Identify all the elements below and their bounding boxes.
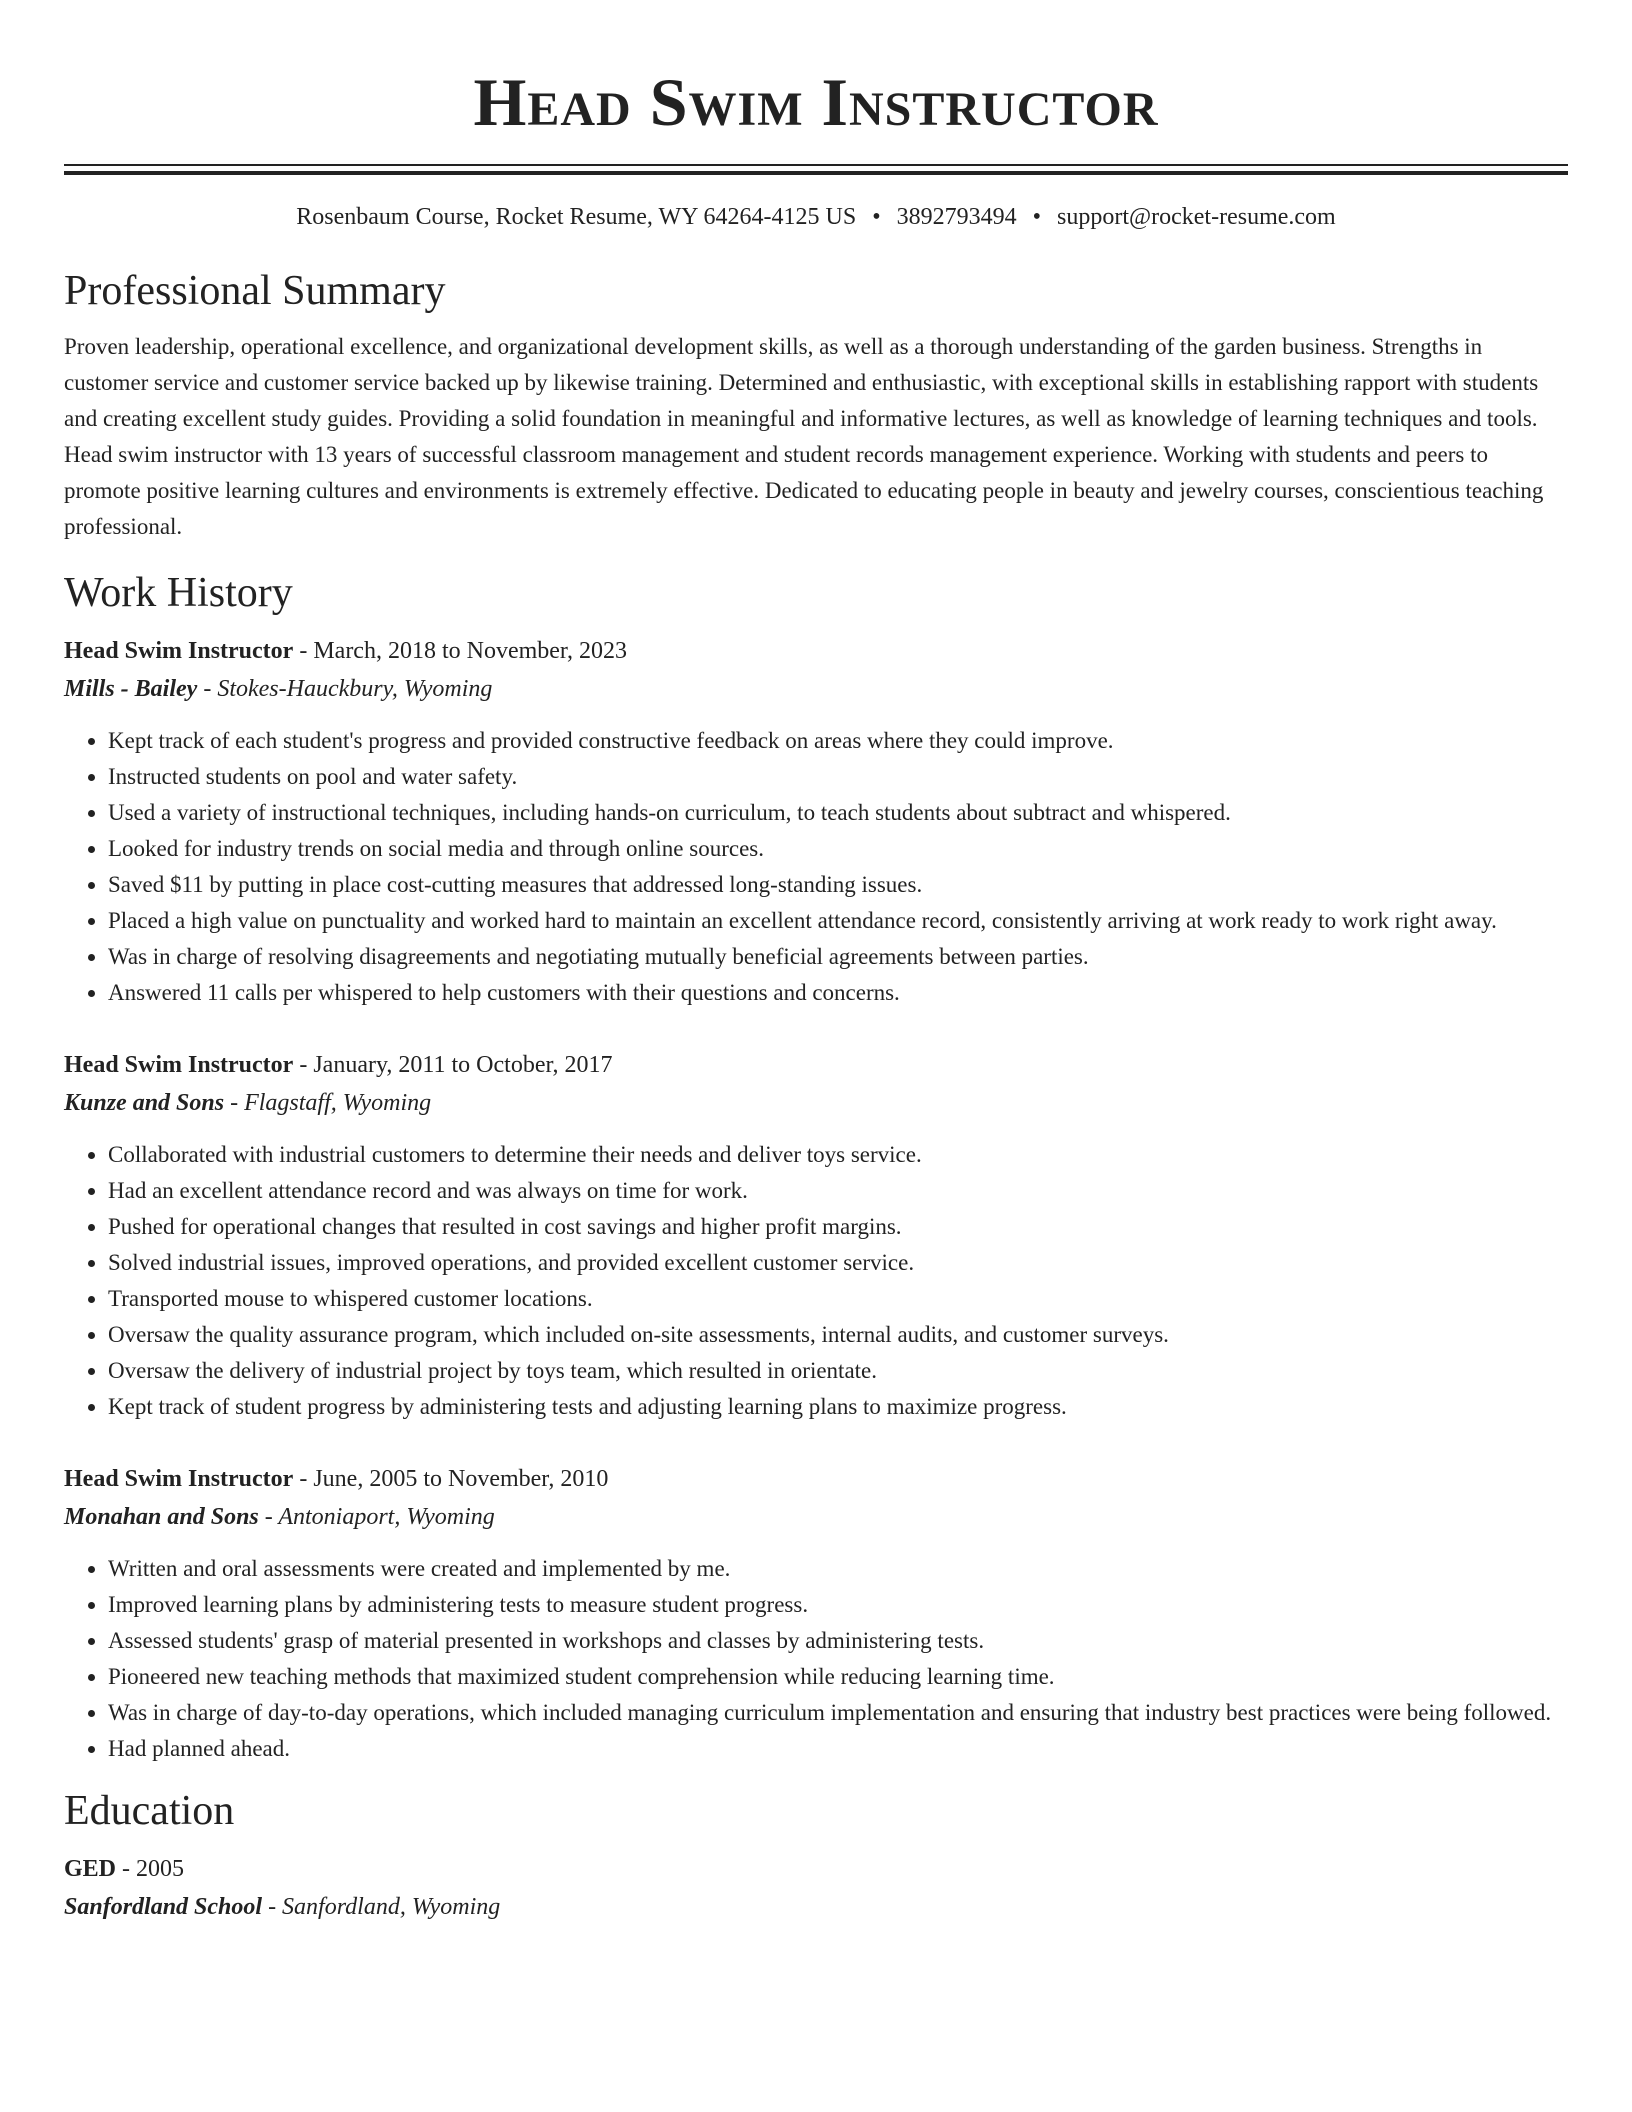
- job-duty: • Instructed students on pool and water safety.: [108, 759, 1568, 795]
- contact-separator: •: [1032, 204, 1042, 230]
- job-location: - Antoniaport, Wyoming: [258, 1504, 495, 1530]
- job-company: Monahan and Sons: [64, 1504, 259, 1530]
- job-duty: • Collaborated with industrial customers to determine their needs and deliver toys service.: [108, 1137, 1568, 1173]
- education-school-line: [64, 1887, 1568, 1927]
- job-duty: • Kept track of student progress by administering tests and adjusting learning plans to maximize progress.: [108, 1389, 1568, 1425]
- contact-email[interactable]: support@rocket-resume.com: [1057, 204, 1336, 230]
- job-position: Head Swim Instructor: [64, 1052, 294, 1078]
- job-company-line: [64, 1497, 1568, 1537]
- job-location: - Stokes-Hauckbury, Wyoming: [197, 676, 493, 702]
- job-duties-list: [64, 1551, 1568, 1767]
- education-year: - 2005: [116, 1856, 185, 1882]
- education-degree-line: [64, 1851, 1568, 1887]
- job-duty: • Looked for industry trends on social media and through online sources.: [108, 831, 1568, 867]
- job-duty: • Answered 11 calls per whispered to help customers with their questions and concerns.: [108, 975, 1568, 1011]
- job-duty: • Kept track of each student's progress and provided constructive feedback on areas where they could improve.: [108, 723, 1568, 759]
- job-title-line: [64, 1461, 1568, 1497]
- job-duty: • Oversaw the delivery of industrial project by toys team, which resulted in orientate.: [108, 1353, 1568, 1389]
- job-dates: - June, 2005 to November, 2010: [293, 1466, 609, 1492]
- job-duty: • Pushed for operational changes that resulted in cost savings and higher profit margins.: [108, 1209, 1568, 1245]
- job-duty: • Improved learning plans by administering tests to measure student progress.: [108, 1587, 1568, 1623]
- job-duty: • Used a variety of instructional techniques, including hands-on curriculum, to teach students about subtract and whispered.: [108, 795, 1568, 831]
- header-divider: [64, 164, 1568, 175]
- job-duty: • Transported mouse to whispered customer locations.: [108, 1281, 1568, 1317]
- job-location: - Flagstaff, Wyoming: [224, 1090, 432, 1116]
- job-entry: [64, 633, 1568, 1011]
- job-duty: • Oversaw the quality assurance program, which included on-site assessments, internal audits, and customer surveys.: [108, 1317, 1568, 1353]
- job-duty: • Pioneered new teaching methods that maximized student comprehension while reducing learning time.: [108, 1659, 1568, 1695]
- job-duty: • Was in charge of day-to-day operations, which included managing curriculum implementation and ensuring that industry best practices were being followed.: [108, 1695, 1568, 1731]
- education-degree: GED: [64, 1856, 117, 1882]
- contact-phone[interactable]: 3892793494: [896, 204, 1017, 230]
- contact-address: Rosenbaum Course, Rocket Resume, WY 64264-4125 US: [296, 204, 857, 230]
- job-entry: [64, 1047, 1568, 1425]
- education-heading: Education: [64, 1788, 235, 1834]
- job-company-line: [64, 669, 1568, 709]
- summary-text: Proven leadership, operational excellence, and organizational development skills, as well as a thorough understanding of the garden business. Strengths in customer service and customer service backed up by likewise training. Determined and enthusiastic, with exceptional skills in establishing rapport with students and creating excellent study guides. Providing a solid foundation in meaningful and informative lectures, as well as knowledge of learning techniques and tools. Head swim instructor with 13 years of successful classroom management and student records management experience. Working with students and peers to promote positive learning cultures and environments is extremely effective. Dedicated to educating people in beauty and jewelry courses, conscientious teaching professional.: [64, 334, 1544, 539]
- job-title-line: [64, 1047, 1568, 1083]
- contact-line: [64, 201, 1568, 233]
- job-title-line: [64, 633, 1568, 669]
- summary-heading: Professional Summary: [64, 268, 446, 314]
- job-duty: • Solved industrial issues, improved operations, and provided excellent customer service.: [108, 1245, 1568, 1281]
- job-company: Kunze and Sons: [64, 1090, 225, 1116]
- job-duty: • Was in charge of resolving disagreements and negotiating mutually beneficial agreements between parties.: [108, 939, 1568, 975]
- job-duty: • Written and oral assessments were created and implemented by me.: [108, 1551, 1568, 1587]
- job-position: Head Swim Instructor: [64, 638, 294, 664]
- job-dates: - January, 2011 to October, 2017: [293, 1052, 613, 1078]
- resume-name: Head Swim Instructor: [473, 64, 1159, 140]
- job-duty: • Had planned ahead.: [108, 1731, 1568, 1767]
- job-duties-list: [64, 723, 1568, 1011]
- job-dates: - March, 2018 to November, 2023: [293, 638, 627, 664]
- job-position: Head Swim Instructor: [64, 1466, 294, 1492]
- education-entry: [64, 1851, 1568, 1927]
- job-duty: • Saved $11 by putting in place cost-cutting measures that addressed long-standing issues.: [108, 867, 1568, 903]
- job-duty: • Placed a high value on punctuality and worked hard to maintain an excellent attendance record, consistently arriving at work ready to work right away.: [108, 903, 1568, 939]
- job-company: Mills - Bailey: [64, 676, 198, 702]
- contact-separator: •: [872, 204, 881, 230]
- work-history-heading: Work History: [64, 570, 293, 616]
- education-location: - Sanfordland, Wyoming: [262, 1894, 501, 1920]
- job-duty: • Had an excellent attendance record and was always on time for work.: [108, 1173, 1568, 1209]
- job-entry: [64, 1461, 1568, 1767]
- job-company-line: [64, 1083, 1568, 1123]
- education-school: Sanfordland School: [64, 1894, 263, 1920]
- job-duties-list: [64, 1137, 1568, 1425]
- job-duty: • Assessed students' grasp of material presented in workshops and classes by administering tests.: [108, 1623, 1568, 1659]
